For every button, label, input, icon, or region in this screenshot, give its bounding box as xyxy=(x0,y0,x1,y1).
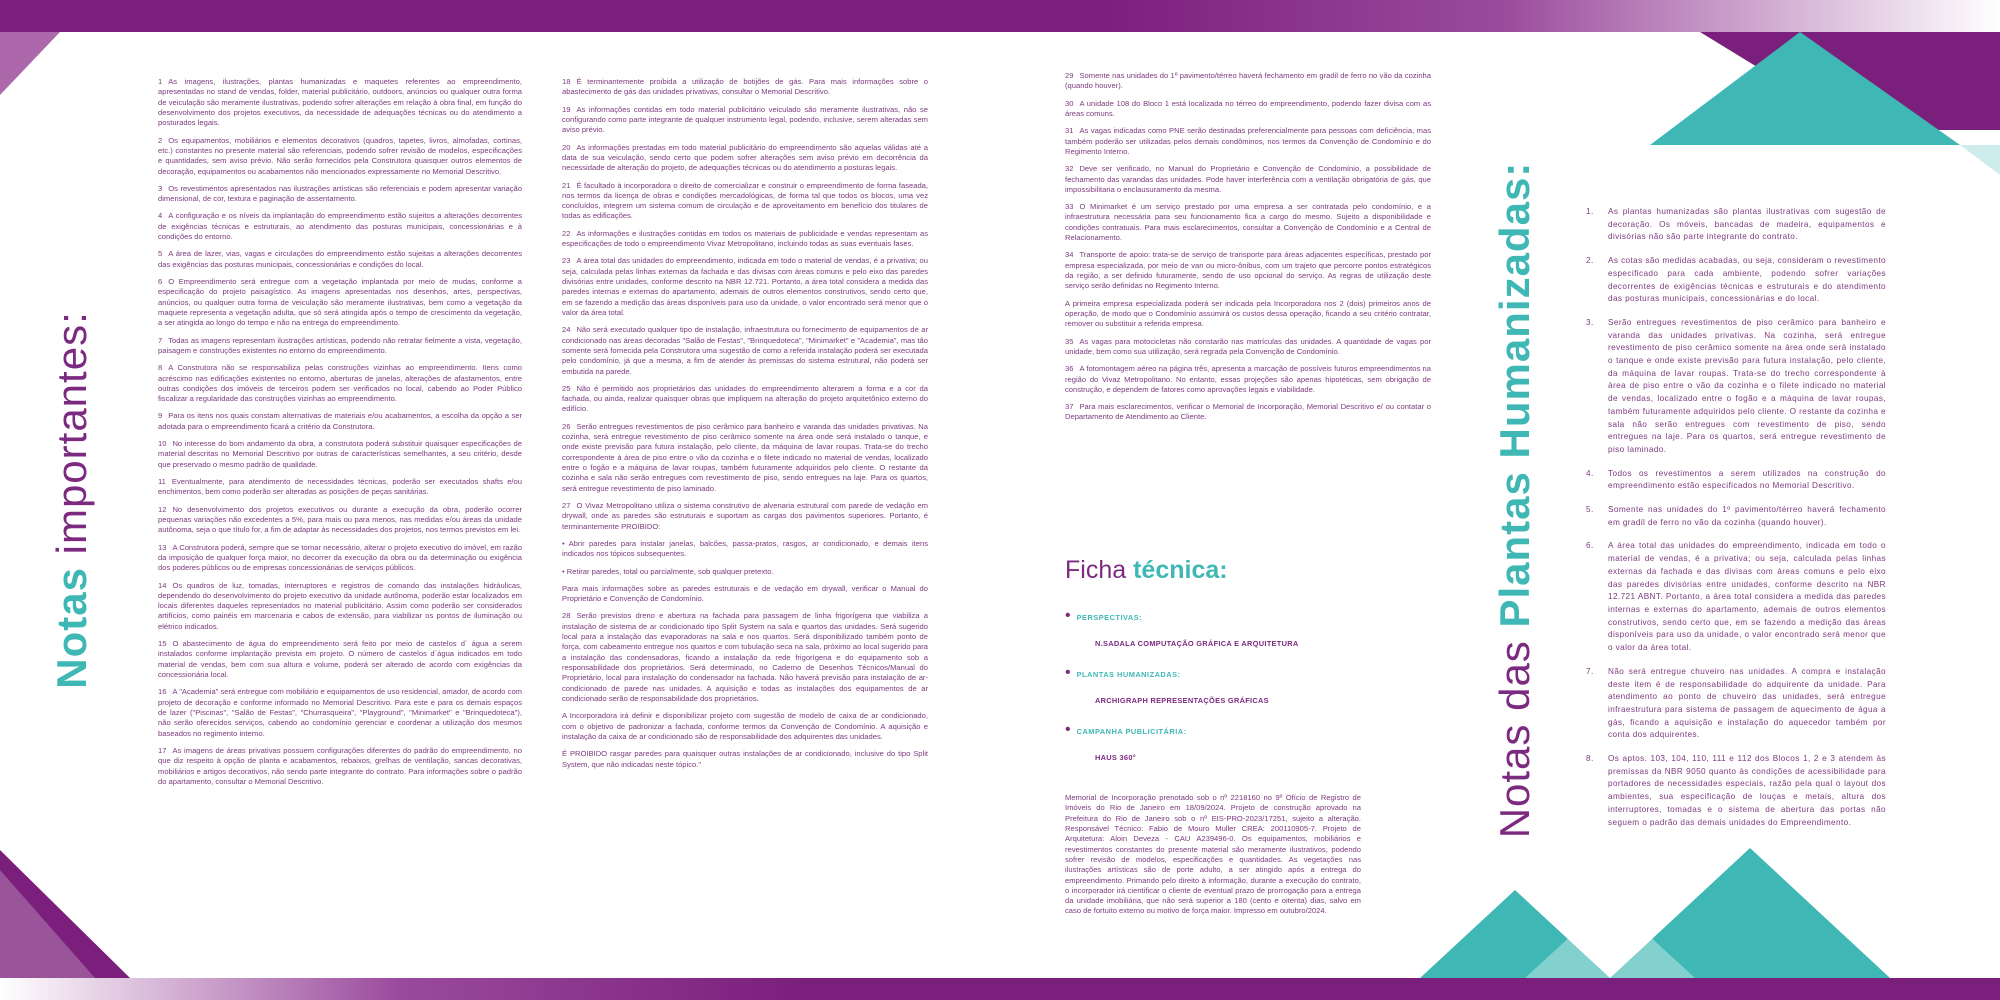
plantas-note-number: 3. xyxy=(1586,317,1594,327)
note-number: 13 xyxy=(158,542,167,552)
note-item xyxy=(562,143,928,174)
ficha-value: ARCHIGRAPH REPRESENTAÇÕES GRÁFICAS xyxy=(1095,696,1269,705)
plantas-note-text: A área total das unidades do empreendimento, indicada em todo o material de vendas, é a privativa; ou seja, calculada pelas linhas externas da fachada e das divisas com áreas comuns e pelo eixo das paredes divisórias entre unidades, conforme descrito na NBR 12.721 ABNT. Portanto, a área total considera a medida das paredes internas e externas do apartamento, ademais de outros elementos construtivos, sendo certo que, em se fazendo a medição das áreas disponíveis para uso da unidade, o valor encontrado será menor que o valor da área total. xyxy=(1608,541,1886,653)
note-text: Os equipamentos, mobiliários e elementos decorativos (quadros, tapetes, livros, almofadas, cortinas, etc.) constantes no presente material são referenciais, podendo sofrer revisão de modelos, especificações e quantidades, sem aviso prévio. Não serão fornecidos pela Construtora quaisquer outros elementos de decoração, equipamentos ou acabamentos não mencionados expressamente no Memorial Descritivo. xyxy=(158,135,522,176)
note-item xyxy=(562,501,928,532)
plantas-note-text: As plantas humanizadas são plantas ilustrativas com sugestão de decoração. Os móveis, bancadas de madeira, equipamentos e divisórias não são parte integrante do contrato. xyxy=(1608,207,1886,242)
note-text: Os quadros de luz, tomadas, interruptores e registros de comando das instalações hidráulicas, dependendo do desenvolvimento do projeto executivo da unidade autônoma, poderão estar localizados em locais diferentes daqueles representados no material publicitário. Assim como poderão ser considerados artifícios, como painéis em marcenaria e cabos de extensão, para viabilizar os pontos de iluminação ou elétrico indicados. xyxy=(158,580,522,631)
note-text: A primeira empresa especializada poderá ser indicada pela Incorporadora nos 2 (dois) primeiros anos de operação, de modo que o Condomínio assumirá os custos dessa operação, ficando a seu critério contratar, remover ou substituir a referida empresa. xyxy=(1065,298,1431,329)
ficha-value: N.SADALA COMPUTAÇÃO GRÁFICA E ARQUITETURA xyxy=(1095,639,1299,648)
note-text: No interesse do bom andamento da obra, a construtora poderá substituir quaisquer especificações de material descritas no Memorial Descritivo por outras de características semelhantes, a seu critério, desde que preservado o mesmo padrão de qualidade. xyxy=(158,439,522,469)
note-item xyxy=(158,505,522,536)
note-number: 1 xyxy=(158,77,163,86)
note-item xyxy=(562,181,928,222)
note-text: Serão previstos dreno e abertura na fachada para passagem de linha frigorígena que viabiliza a instalação de sistema de ar condicionado tipo Split System na sala e quartos das unidades. Será sugerido local para a instalação das evaporadoras na sala e nos quartos. Será disponibilizado também ponto de força, com cabeamento entregue nos quartos e com tubulação seca na sala, próximo ao local sugerido para a instalação das condensadoras, ficando a instalação da rede frigorígena e do equipamento sob a responsabilidade dos proprietários. Será determinado, no Caderno de Desenhos Técnicos/Manual do Proprietário, local para instalação do condensador na fachada. Não haverá previsão para instalação de ar-condicionado de parede nas unidades. A aquisição e todas as instalações dos equipamentos de ar condicionado serão de responsabilidade dos proprietários. xyxy=(562,611,928,703)
note-item xyxy=(158,639,522,680)
notas-plantas-title xyxy=(1491,162,1539,839)
note-item xyxy=(158,249,522,270)
note-item xyxy=(1065,99,1431,120)
note-item xyxy=(562,384,928,415)
ficha-label: PERSPECTIVAS: xyxy=(1076,613,1143,622)
note-number: 12 xyxy=(158,504,167,514)
plantas-note-item xyxy=(1586,255,1886,306)
plantas-note-item xyxy=(1586,206,1886,244)
note-number: 25 xyxy=(562,383,571,393)
note-number: 31 xyxy=(1065,126,1074,136)
note-item xyxy=(562,611,928,704)
note-text: As informações e ilustrações contidas em todos os materiais de publicidade e vendas representam as especificações de todo o empreendimento Vivaz Metropolitano, incluindo todas as suas eventuais fases. xyxy=(562,228,928,249)
left-top-triangle xyxy=(0,32,60,95)
notes-column-3 xyxy=(1065,71,1431,430)
plantas-note-number: 7. xyxy=(1586,666,1594,676)
note-item xyxy=(1065,250,1431,291)
ficha-row xyxy=(1065,607,1299,648)
note-text: A área total das unidades do empreendimento, indicada em todo o material de vendas, é a privativa; ou seja, calculada pelas linhas externas da fachada e das divisas com áreas comuns e pelo eixo das paredes divisórias entre unidades, conforme descrito na NBR 12.721. Portanto, a área total considera a medida das paredes internas e externas do apartamento, ademais de outros elementos construtivos, sendo certo que, em se fazendo a medição das áreas disponíveis para uso da unidade, o valor encontrado será menor que o valor da área total. xyxy=(562,256,928,317)
note-text: A configuração e os níveis da implantação do empreendimento estão sujeitos a alterações decorrentes de exigências técnicas e estruturais, ao atendimento das posturas municipais, concessionárias e à condições do entorno. xyxy=(158,211,522,242)
note-text: Somente nas unidades do 1º pavimento/térreo haverá fechamento em gradil de ferro no vão da cozinha (quando houver). xyxy=(1065,71,1431,91)
right-top-teal-fade xyxy=(1800,145,2000,175)
note-item xyxy=(562,229,928,250)
note-item xyxy=(158,543,522,574)
note-number: 8 xyxy=(158,363,163,373)
plantas-note-item xyxy=(1586,468,1886,493)
plantas-note-text: Os aptos. 103, 104, 110, 111 e 112 dos Blocos 1, 2 e 3 atendem às premissas da NBR 9050 quanto às condições de acessibilidade para portadores de necessidades especiais, razão pela qual o layout dos ambientes, sua especificação de louças e metais, altura dos interruptores, tomadas e o sistema de abertura das portas não seguem o padrão das demais unidades do Empreendimento. xyxy=(1608,754,1886,827)
note-text: As informações prestadas em todo material publicitário do empreendimento são aquelas válidas até a data de sua veiculação, sendo certo que podem sofrer alterações sem aviso prévio em decorrência da necessidade de alteração do projeto, de adequações técnicas ou do atendimento a posturas legais. xyxy=(562,142,928,173)
note-item xyxy=(562,567,928,577)
note-item xyxy=(158,77,522,129)
note-text: É PROIBIDO rasgar paredes para quaisquer outras instalações de ar condicionado, inclusive do tipo Split System, que não indicadas neste tópico." xyxy=(562,749,928,769)
plantas-note-number: 6. xyxy=(1586,541,1594,551)
note-text: Todas as imagens representam ilustrações artísticas, podendo não retratar fielmente a vista, vegetação, paisagem e construções existentes no entorno do empreendimento. xyxy=(158,335,522,355)
note-text: É terminantemente proibida a utilização de botijões de gás. Para mais informações sobre o abastecimento de gás das unidades privativas, consultar o Memorial Descritivo. xyxy=(562,77,928,97)
note-item xyxy=(1065,402,1431,423)
note-number: 34 xyxy=(1065,250,1074,260)
note-text: • Abrir paredes para instalar janelas, balcões, passa-pratos, rasgos, ar condicionado, e demais itens indicados nos tópicos subsequentes. xyxy=(562,538,928,559)
note-text: Transporte de apoio: trata-se de serviço de transporte para áreas adjacentes específicas, prestado por empresa especializada, por meio de van ou micro-ônibus, com um trajeto que percorre pontos estratégicos da região, a ser definido futuramente, sendo de uso opcional do serviço. As regras de utilização deste serviço serão definidas no Regimento Interno. xyxy=(1065,250,1431,291)
bullet-icon: • xyxy=(1065,664,1071,681)
note-item xyxy=(562,105,928,136)
note-text: É facultado à incorporadora o direito de comercializar e construir o empreendimento de forma faseada, nos termos da licença de obras e condições mercadológicas, de forma tal que todos os blocos, uma vez concluídos, integrem um sistema comum de circulação e de aproveitamento em benefício dos titulares de todas as edificações. xyxy=(562,180,928,221)
note-number: 16 xyxy=(158,687,167,697)
note-item xyxy=(1065,364,1431,395)
note-text: Deve ser verificado, no Manual do Proprietário e Convenção de Condomínio, a possibilidade de fechamento das varandas das unidades. Pode haver interferência com a ventilação obrigatória de gás, que impossibilitaria o enclausuramento da mesma. xyxy=(1065,164,1431,194)
note-text: O Empreendimento será entregue com a vegetação implantada por meio de mudas, conforme a especificação do projeto paisagístico. As imagens apresentadas nos desenhos, artes, perspectivas, anúncios, ou qualquer outra forma de veiculação são meramente ilustrativas, bem como a vegetação da maquete representa a vegetação adulta, que só será atingida após o tempo de crescimento da vegetação, a ser atingida ao longo do tempo e não na entrega do empreendimento. xyxy=(158,277,522,328)
plantas-note-number: 4. xyxy=(1586,468,1594,478)
note-text: Para mais informações sobre as paredes estruturais e de vedação em drywall, verificar o Manual do Proprietário e Convenção de Condomínio. xyxy=(562,583,928,604)
plantas-note-item xyxy=(1586,540,1886,654)
note-number: 4 xyxy=(158,211,163,221)
note-number: 22 xyxy=(562,228,571,238)
note-text: As vagas para motocicletas não constarão nas matrículas das unidades. A quantidade de vagas por unidade, bem como sua utilização, será regrada pela Convenção de Condomínio. xyxy=(1065,336,1431,356)
note-text: As imagens de áreas privativas possuem configurações diferentes do padrão do empreendimento, no que diz respeito à opção de planta e acabamentos, rebaixos, grelhas de ventilação, sancas decorativas, mobiliários e artigos decorativos, não sendo parte integrante do contrato. Para informações sobre o padrão do apartamento, consultar o Memorial Descritivo. xyxy=(158,745,522,786)
note-item xyxy=(562,325,928,377)
ficha-title xyxy=(1065,556,1299,585)
note-item xyxy=(158,184,522,205)
note-item xyxy=(158,439,522,470)
note-text: O Minimarket é um serviço prestado por uma empresa a ser contratada pelo condomínio, e a infraestrutura necessária para seu funcionamento fica a cargo do mesmo. Sujeito a disponibilidade e condições contratuais. Para mais esclarecimentos, consultar a Convenção de Condomínio e a Central de Relacionamento. xyxy=(1065,202,1431,243)
note-item xyxy=(1065,71,1431,92)
ficha-value: HAUS 360° xyxy=(1095,753,1136,762)
note-number: 3 xyxy=(158,183,163,193)
note-item xyxy=(158,411,522,432)
note-number: 7 xyxy=(158,335,163,345)
note-item xyxy=(562,77,928,98)
ficha-row xyxy=(1065,721,1299,762)
note-item xyxy=(562,584,928,605)
note-text: A área de lazer, vias, vagas e circulações do empreendimento estão sujeitas a alterações decorrentes das exigências das posturas municipais, concessionárias e condições do local. xyxy=(158,249,522,269)
ficha-label: PLANTAS HUMANIZADAS: xyxy=(1076,670,1181,679)
plantas-note-text: Não será entregue chuveiro nas unidades. A compra e instalação deste item é de responsabilidade do adquirente da unidade. Para atendimento ao ponto de chuveiro das unidades, será entregue infraestrutura para sistema de passagem de aquecimento de água a gás, ficando a aquisição e instalação do aquecedor também por conta dos adquirentes. xyxy=(1608,666,1886,740)
plantas-notes-list xyxy=(1586,206,1886,840)
note-number: 24 xyxy=(562,325,571,335)
title-light: importantes: xyxy=(48,311,95,568)
note-text: A fotomontagem aéreo na página três, apresenta a marcação de possíveis futuros empreendimentos na região do Vivaz Metropolitano. No entanto, essas projeções são apenas hipotéticas, sem obrigação de construção, e dependem de fatores como aprovações legais e viabilidade. xyxy=(1065,364,1431,394)
note-item xyxy=(158,477,522,498)
note-item xyxy=(562,422,928,494)
note-number: 32 xyxy=(1065,164,1074,174)
note-number: 29 xyxy=(1065,71,1074,80)
note-item xyxy=(562,256,928,318)
note-number: 2 xyxy=(158,135,163,145)
note-text: A Incorporadora irá definir e disponibilizar projeto com sugestão de modelo de caixa de ar condicionado, com o objetivo de padronizar a fachada, conforme termos da Convenção de Condomínio. A aquisição e instalação da caixa de ar condicionado são de responsabilidade dos adquirentes das unidades. xyxy=(562,711,928,741)
note-text: A "Academia" será entregue com mobiliário e equipamentos de uso residencial, amador, de acordo com projeto de decoração e conforme informado no Memorial Descritivo. Para este e para os demais espaços de lazer ("Piscinas", "Salão de Festas", "Churrasqueira", "Playground", "Minimarket" e "Brinquedoteca"), não serão oferecidos serviços, cabendo ao condomínio gerenciar e coordenar a utilização dos mesmos baseados no regimento interno. xyxy=(158,687,522,738)
title-light: Notas das xyxy=(1491,627,1538,839)
notes-column-2 xyxy=(562,77,928,777)
note-item xyxy=(1065,126,1431,157)
note-item xyxy=(158,687,522,739)
note-item xyxy=(158,336,522,357)
note-item xyxy=(1065,299,1431,330)
title-bold: Plantas Humanizadas: xyxy=(1491,161,1538,628)
note-number: 17 xyxy=(158,745,167,755)
note-text: • Retirar paredes, total ou parcialmente, sob qualquer pretexto. xyxy=(562,566,774,576)
note-number: 21 xyxy=(562,180,571,190)
note-number: 20 xyxy=(562,142,571,152)
bullet-icon: • xyxy=(1065,721,1071,738)
memorial-incorporacao-text: Memorial de Incorporação prenotado sob o nº 2218160 no 9º Ofício de Registro de Imóveis do Rio de Janeiro em 18/09/2024. Projeto de construção aprovado na Prefeitura do Rio de Janeiro sob o nº EIS-PRO-2023/17251, sujeito a alteração. Responsável Técnico: Fabio de Mouro Muller CREA: 200110905-7. Projeto de Arquitetura: Aloin Deveza - CAU A239496-0. Os equipamentos, mobiliários e revestimentos constantes do presente material são meramente ilustrativos, podendo sofrer revisão de modelos, especificações e quantidades. As vegetações nas ilustrações artísticas são de porte adulto, a ser atingido após a entrega do empreendimento. Primando pelo direito à informação, durante a execução do contrato, o incorporador irá cientificar o cliente de eventual prazo de prorrogação para a entrega da unidade imobiliária, que não será superior a 180 (cento e oitenta) dias, salvo em caso de fortuito externo ou motivo de força maior. Impresso em outubro/2024. xyxy=(1065,793,1361,916)
bullet-icon: • xyxy=(1065,607,1071,624)
ficha-tecnica xyxy=(1065,556,1299,778)
note-text: No desenvolvimento dos projetos executivos ou durante a execução da obra, poderão ocorrer pequenas variações não excedentes a 5%, para mais ou para menos, nas medidas e/ou áreas da unidade autônoma, seja o que título for, a fim de adaptar às necessidades dos projetos, nos termos previstos em lei. xyxy=(158,504,522,535)
note-item xyxy=(1065,202,1431,243)
note-text: Eventualmente, para atendimento de necessidades técnicas, poderão ser executados shafts e/ou enchimentos, bem como poderão ser alteradas as posições de peças sanitárias. xyxy=(158,477,522,497)
note-number: 35 xyxy=(1065,336,1074,346)
note-number: 15 xyxy=(158,639,167,649)
plantas-note-text: As cotas são medidas acabadas, ou seja, consideram o revestimento especificado para cada ambiente, podendo sofrer variações decorrentes de exigências técnicas e estruturais e do atendimento das posturas municipais, concessionárias e do local. xyxy=(1608,256,1886,304)
note-item xyxy=(562,711,928,742)
note-text: O abastecimento de água do empreendimento será feito por meio de castelos d´ água a serem instalados conforme implantação prevista em projeto. O número de castelos d´água indicados em todo material de vendas, bem com sua altura e volume, poderá ser alterado de acordo com exigências da concessionária local. xyxy=(158,639,522,679)
plantas-note-number: 2. xyxy=(1586,256,1594,266)
note-number: 14 xyxy=(158,580,167,590)
note-text: A Construtora não se responsabiliza pelas construções vizinhas ao empreendimento. Itens como acréscimo nas edificações existentes no entorno, aberturas de janelas, alterações de afastamentos, entre outras condições dos imóveis de terceiros podem ser verificados no local, cabendo ao Poder Público fiscalizar a regularidade das construções vizinhas ao empreendimento. xyxy=(158,363,522,404)
note-number: 10 xyxy=(158,439,167,449)
ficha-title-light: Ficha xyxy=(1065,556,1134,584)
note-text: As imagens, ilustrações, plantas humanizadas e maquetes referentes ao empreendimento, apresentadas no stand de vendas, folder, material publicitário, outdoors, anúncios ou qualquer outra forma de veiculação são meramente ilustrativas, podendo sofrer alterações em relação à obra final, em função do desenvolvimento dos projetos executivos, da necessidade de adequações técnicas ou do atendimento a posturados legais. xyxy=(158,77,522,128)
note-number: 18 xyxy=(562,77,571,86)
plantas-note-number: 8. xyxy=(1586,754,1594,764)
note-item xyxy=(158,746,522,787)
plantas-note-item xyxy=(1586,753,1886,829)
title-bold: Notas xyxy=(48,567,95,689)
note-number: 23 xyxy=(562,256,571,266)
note-item xyxy=(158,363,522,404)
note-text: Não é permitido aos proprietários das unidades do empreendimento alterarem a forma e a cor da fachada, ou ainda, realizar quaisquer obras que impliquem na alteração do projeto arquitetônico externo do edifício. xyxy=(562,383,928,414)
notes-column-1 xyxy=(158,77,522,794)
note-item xyxy=(1065,164,1431,195)
notas-importantes-title xyxy=(48,311,96,688)
plantas-note-text: Serão entregues revestimentos de piso cerâmico para banheiro e varanda das unidades privativas. Na cozinha, será entregue revestimento de piso cerâmico somente na área onde será instalado o tanque e onde existe previsão para futura instalação, pelo cliente, da máquina de lavar roupas. Trata-se do trecho correspondente à área de piso entre o vão da cozinha e o filete indicado no material de vendas, localizado entre o fogão e a máquina de lavar roupas, também futuramente adquiridos pelo cliente. O restante da cozinha e sala não serão entregues com revestimento de piso, sendo entregues na laje. Para os quartos, será entregue revestimento de piso laminado. xyxy=(1608,317,1886,454)
note-item xyxy=(158,277,522,329)
note-item xyxy=(158,211,522,242)
note-number: 28 xyxy=(562,611,571,621)
note-item xyxy=(562,539,928,560)
note-text: A unidade 108 do Bloco 1 está localizada no térreo do empreendimento, podendo fazer divisa com as áreas comuns. xyxy=(1065,98,1431,118)
note-text: As informações contidas em todo material publicitário veiculado são meramente ilustrativas, não se configurando como parte integrante de qualquer instrumento legal, podendo, inclusive, serem alteradas sem aviso prévio. xyxy=(562,104,928,135)
note-text: A Construtora poderá, sempre que se tornar necessário, alterar o projeto executivo do imóvel, em razão da imposição de qualquer força maior, no decorrer da execução da obra ou da determinação ou exigência dos poderes públicos ou de empresas concessionárias de serviços públicos. xyxy=(158,542,522,573)
note-text: Os revestimentos apresentados nas ilustrações artísticas são referenciais e podem apresentar variação dimensional, de cor, textura e paginação de assentamento. xyxy=(158,183,522,204)
note-number: 36 xyxy=(1065,364,1074,374)
note-text: As vagas indicadas como PNE serão destinadas preferencialmente para pessoas com deficiência, mas também poderão ser utilizadas pelos demais condôminos, nos termos da Convenção de Condomínio e do Regimento Interno. xyxy=(1065,126,1431,156)
plantas-note-item xyxy=(1586,666,1886,742)
note-number: 9 xyxy=(158,411,163,421)
ficha-label: CAMPANHA PUBLICITÁRIA: xyxy=(1076,727,1187,736)
note-item xyxy=(158,136,522,177)
note-number: 37 xyxy=(1065,402,1074,412)
note-text: Para os itens nos quais constam alternativas de materiais e/ou acabamentos, a escolha da opção a ser adotada para o empreendimento ficará a critério da Construtora. xyxy=(158,411,522,431)
ficha-row xyxy=(1065,664,1299,705)
note-text: Não será executado qualquer tipo de instalação, infraestrutura ou fornecimento de equipamentos de ar condicionado nas áreas decoradas "Salão de Festas", "Brinquedoteca", "Minimarket" e "Academia", mas tão somente será fornecida pela Construtora uma sugestão de como a referida instalação poderá ser executada pelo condomínio, já que a mesma, a fim de atender às premissas do sistema estrutural, não poderá ser embutida na parede. xyxy=(562,325,928,376)
note-number: 11 xyxy=(158,477,166,486)
plantas-note-item xyxy=(1586,317,1886,457)
note-item xyxy=(158,581,522,633)
note-item xyxy=(562,749,928,770)
plantas-note-item xyxy=(1586,504,1886,529)
plantas-note-number: 5. xyxy=(1586,505,1594,515)
plantas-note-text: Todos os revestimentos a serem utilizados na construção do empreendimento estão especificados no Memorial Descritivo. xyxy=(1608,468,1886,491)
note-item xyxy=(1065,337,1431,358)
note-number: 19 xyxy=(562,104,571,114)
note-text: Para mais esclarecimentos, verificar o Memorial de Incorporação, Memorial Descritivo e/ ou contatar o Departamento de Atendimento ao Cliente. xyxy=(1065,402,1431,422)
note-text: Serão entregues revestimentos de piso cerâmico para banheiro e varanda das unidades privativas. Na cozinha, será entregue revestimento de piso cerâmico somente na área onde será instalado o tanque, e onde existe previsão para futura instalação, pelo cliente, da máquina de lavar roupas. Trata-se do trecho correspondente à área de piso entre o vão da cozinha e o filete indicado no material de vendas, localizado entre o fogão e a máquina de lavar roupas, também futuramente adquiridos pelo cliente. O restante da cozinha e sala não serão entregues com revestimento de piso, sendo entregues na laje. Para os quartos, será entregue revestimento de piso laminado. xyxy=(562,421,928,493)
note-number: 27 xyxy=(562,500,571,510)
note-number: 30 xyxy=(1065,98,1074,108)
note-text: O Vivaz Metropolitano utiliza o sistema construtivo de alvenaria estrutural com parede de vedação em drywall, onde as paredes são estruturais e suportam as cargas dos pavimentos superiores. Portanto, é terminantemente PROIBIDO: xyxy=(562,500,928,531)
plantas-note-text: Somente nas unidades do 1º pavimento/térreo haverá fechamento em gradil de ferro no vão da cozinha (quando houver). xyxy=(1608,505,1886,527)
note-number: 5 xyxy=(158,249,163,259)
ficha-title-bold: técnica: xyxy=(1133,556,1228,584)
note-number: 6 xyxy=(158,277,163,286)
note-number: 26 xyxy=(562,421,571,431)
note-number: 33 xyxy=(1065,202,1074,212)
plantas-note-number: 1. xyxy=(1586,207,1594,216)
